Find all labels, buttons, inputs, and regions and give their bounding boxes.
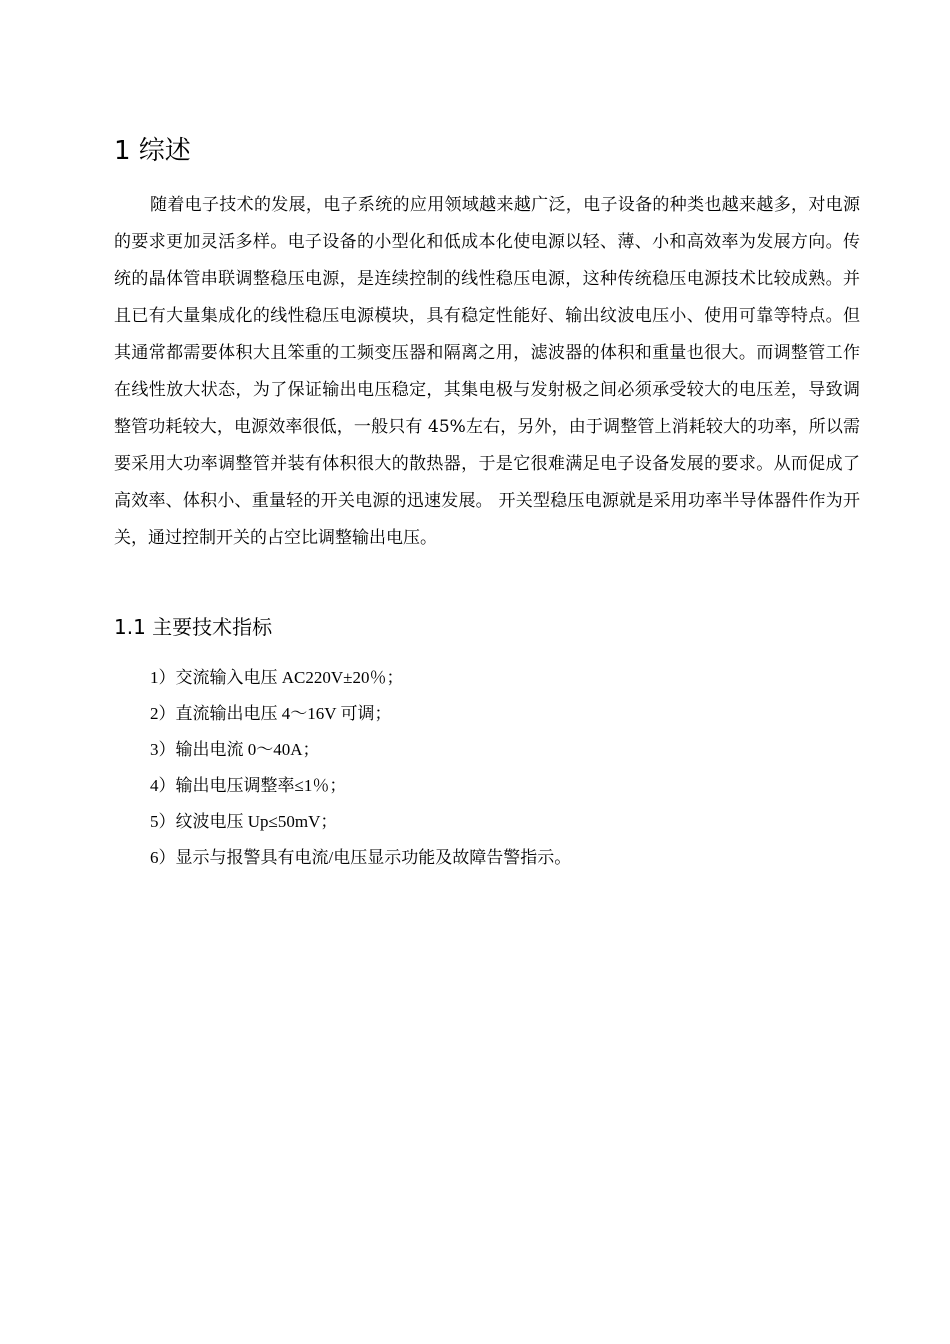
subsection-heading: 1.1 主要技术指标 <box>114 615 273 639</box>
spec-item: 4）输出电压调整率≤1％； <box>150 776 347 795</box>
spec-item: 5）纹波电压 Up≤50mV； <box>150 812 338 831</box>
spec-item: 3）输出电流 0～40A； <box>150 740 320 759</box>
spec-item: 2）直流输出电压 4～16V 可调； <box>150 704 392 723</box>
overview-paragraph: 随着电子技术的发展，电子系统的应用领域越来越广泛，电子设备的种类也越来越多，对电源的要求更加灵活多样。电子设备的小型化和低成本化使电源以轻、薄、小和高效率为发展方向。传统的晶体管串联调整稳压电源，是连续控制的线性稳压电源，这种传统稳压电源技术比较成熟。并且已有大量集成化的线性稳压电源模块，具有稳定性能好、输出纹波电压小、使用可靠等特点。但其通常都需要体积大且笨重的工频变压器和隔离之用，滤波器的体积和重量也很大。而调整管工作在线性放大状态，为了保证输出电压稳定，其集电极与发射极之间必须承受较大的电压差，导致调整管功耗较大，电源效率很低，一般只有 45%左右，另外，由于调整管上消耗较大的功率，所以需要采用大功率调整管并装有体积很大的散热器，于是它很难满足电子设备发展的要求。从而促成了高效率、体积小、重量轻的开关电源的迅速发展。 开关型稳压电源就是采用功率半导体器件作为开关，通过控制开关的占空比调整输出电压。 <box>114 195 860 548</box>
spec-item: 6）显示与报警具有电流/电压显示功能及故障告警指示。 <box>150 848 572 867</box>
section-heading: 1 综述 <box>114 136 191 166</box>
spec-list <box>150 660 571 876</box>
spec-item: 1）交流输入电压 AC220V±20％； <box>150 668 404 687</box>
